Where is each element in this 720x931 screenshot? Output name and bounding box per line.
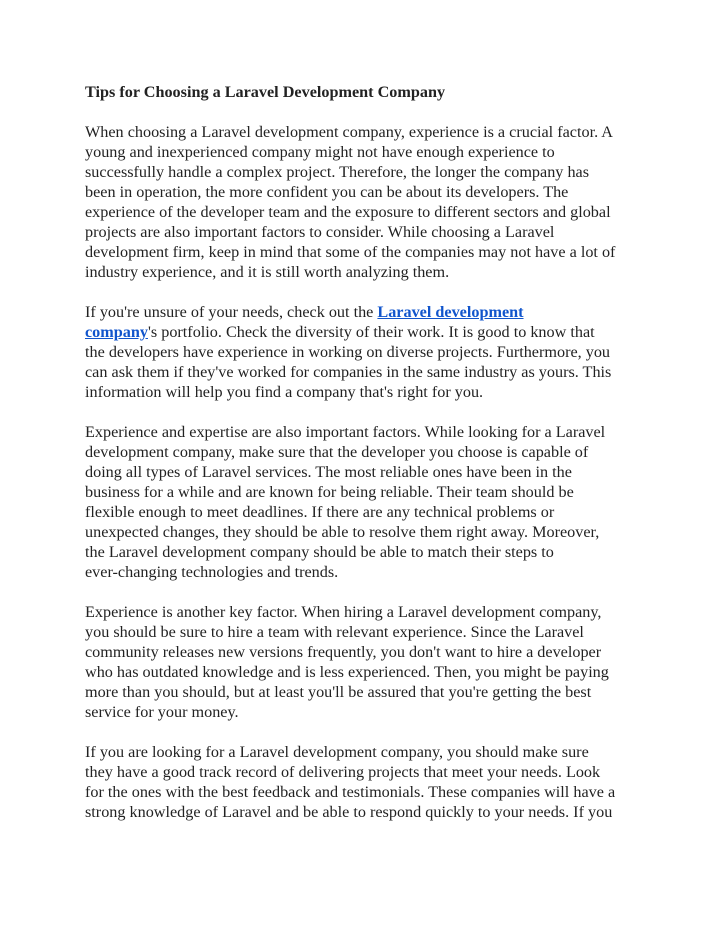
text-line [85, 322, 645, 342]
text-line: community releases new versions frequently, you don't want to hire a developer [85, 643, 602, 661]
text-line: strong knowledge of Laravel and be able to respond quickly to your needs. If you [85, 803, 613, 821]
text-line: for the ones with the best feedback and testimonials. These companies will have a [85, 783, 616, 801]
text-segment: If you're unsure of your needs, check out the [85, 303, 378, 321]
paragraph-2 [85, 302, 645, 402]
document-title: Tips for Choosing a Laravel Development Company [85, 83, 446, 101]
text-line: industry experience, and it is still worth analyzing them. [85, 263, 450, 281]
text-line: experience of the developer team and the exposure to different sectors and global [85, 203, 611, 221]
text-line: ever-changing technologies and trends. [85, 563, 339, 581]
paragraph-4 [85, 602, 645, 722]
text-line: Experience is another key factor. When hiring a Laravel development company, [85, 603, 602, 621]
paragraph-5 [85, 742, 645, 822]
text-line: doing all types of Laravel services. The most reliable ones have been in the [85, 463, 572, 481]
laravel-development-company-link-cont[interactable]: company [85, 323, 148, 341]
text-line: the developers have experience in working on diverse projects. Furthermore, you [85, 343, 611, 361]
text-line: unexpected changes, they should be able to resolve them right away. Moreover, [85, 523, 600, 541]
text-line: development company, make sure that the developer you choose is capable of [85, 443, 589, 461]
text-line: development firm, keep in mind that some of the companies may not have a lot of [85, 243, 616, 261]
text-line: who has outdated knowledge and is less experienced. Then, you might be paying [85, 663, 609, 681]
text-line: business for a while and are known for being reliable. Their team should be [85, 483, 574, 501]
text-line: information will help you find a company that's right for you. [85, 383, 484, 401]
text-line: they have a good track record of delivering projects that meet your needs. Look [85, 763, 601, 781]
text-line: can ask them if they've worked for companies in the same industry as yours. This [85, 363, 612, 381]
text-line: Experience and expertise are also important factors. While looking for a Laravel [85, 423, 606, 441]
laravel-development-company-link[interactable]: Laravel development [377, 303, 524, 321]
text-line [85, 302, 645, 322]
text-line: flexible enough to meet deadlines. If there are any technical problems or [85, 503, 555, 521]
text-line: projects are also important factors to consider. While choosing a Laravel [85, 223, 555, 241]
text-line: you should be sure to hire a team with relevant experience. Since the Laravel [85, 623, 584, 641]
text-line: the Laravel development company should be able to match their steps to [85, 543, 554, 561]
text-segment: 's portfolio. Check the diversity of their work. It is good to know that [147, 323, 595, 341]
paragraph-3 [85, 422, 645, 582]
text-line: young and inexperienced company might not have enough experience to [85, 143, 555, 161]
text-line: If you are looking for a Laravel development company, you should make sure [85, 743, 589, 761]
text-line: service for your money. [85, 703, 239, 721]
document-page [85, 82, 645, 842]
text-line: When choosing a Laravel development company, experience is a crucial factor. A [85, 123, 613, 141]
text-line: successfully handle a complex project. Therefore, the longer the company has [85, 163, 590, 181]
text-line: more than you should, but at least you'll be assured that you're getting the best [85, 683, 592, 701]
paragraph-1 [85, 122, 645, 282]
text-line: been in operation, the more confident you can be about its developers. The [85, 183, 569, 201]
